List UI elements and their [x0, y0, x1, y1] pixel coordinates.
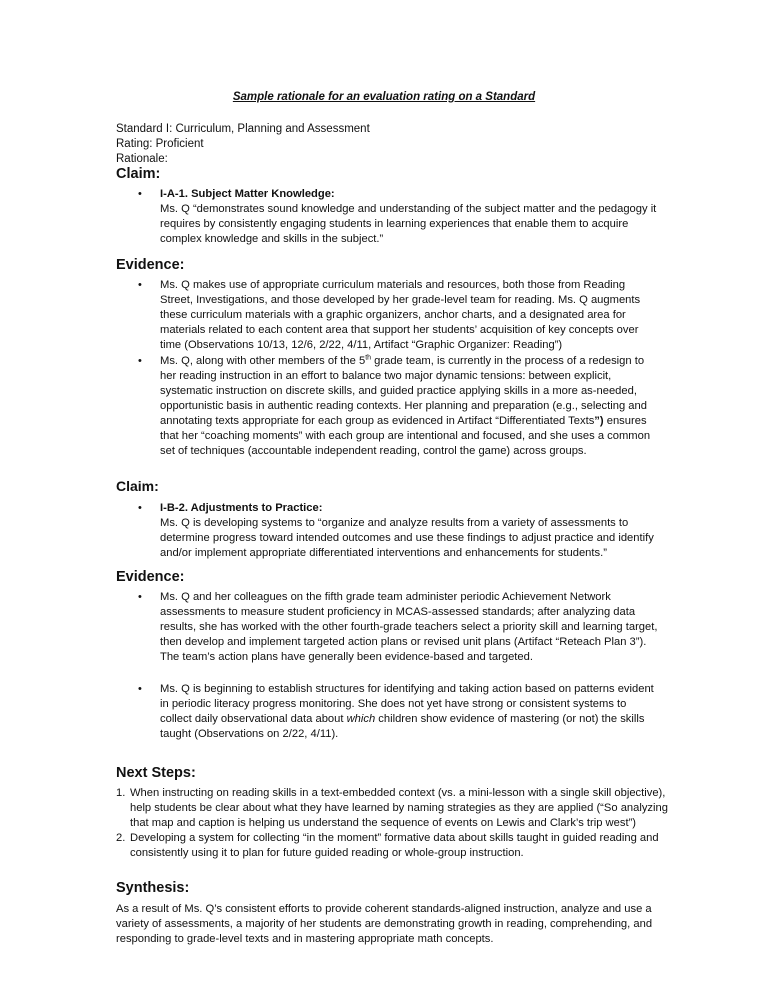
document-title: Sample rationale for an evaluation rating on a Standard: [232, 91, 536, 103]
claim-item-1: [138, 187, 660, 247]
rationale-line: Rationale:: [116, 153, 168, 165]
bullet-icon: •: [138, 591, 142, 603]
evidence-heading-2: Evidence:: [116, 569, 185, 585]
standard-line: Standard I: Curriculum, Planning and Assessment: [116, 123, 370, 135]
next-step-text-1: When instructing on reading skills in a text-embedded context (vs. a mini-lesson with a single skill objective), help students be clear about what they have learned by naming strategies as they are applied (“So analyzing that map and caption is helping us understand the sequence of events on Lewis and Clark’s trip west”): [130, 787, 668, 829]
synthesis-text: As a result of Ms. Q’s consistent efforts to provide coherent standards-aligned instruction, analyze and use a variety of assessments, a majority of her students are demonstrating growth in reading, comprehending, and responding to grade-level texts and in mastering appropriate math concepts.: [116, 903, 653, 945]
rating-meta: [116, 122, 370, 167]
ordinal-suffix: th: [365, 354, 372, 362]
bullet-icon: •: [138, 188, 142, 200]
evidence-text-2-2b: children show evidence of mastering (or not) the skills taught (Observations on 2/22, 4/11).: [160, 713, 645, 740]
bullet-icon: •: [138, 683, 142, 695]
evidence-text-1-2c: ensures that her “coaching moments” with each group are intentional and focused, and she uses a common set of techniques (accountable independent reading, control the game) across groups.: [160, 415, 651, 457]
claim-heading-1: Claim:: [116, 166, 161, 182]
bullet-icon: •: [138, 355, 142, 367]
bullet-icon: •: [138, 279, 142, 291]
rating-line: Rating: Proficient: [116, 138, 204, 150]
claim-text-2: Ms. Q is developing systems to “organize and analyze results from a variety of assessments to determine progress toward intended outcomes and use these findings to adjust practice and identify and/or implement appropriate differentiated interventions and enhancements for students.”: [160, 517, 654, 559]
evidence-item-1-2: [138, 354, 660, 459]
evidence-item-2-1: [138, 590, 660, 665]
next-step-text-2: Developing a system for collecting “in the moment” formative data about skills taught in guided reading and consistently using it to plan for future guided reading or whole-group instruction.: [130, 832, 659, 859]
claim-item-2: [138, 501, 660, 561]
claim-label-1: I-A-1. Subject Matter Knowledge:: [160, 188, 335, 200]
evidence-text-2-1: Ms. Q and her colleagues on the fifth grade team administer periodic Achievement Network assessments to measure student proficiency in MCAS-assessed standards; after analyzing data results, she has worked with the other fourth-grade teachers select a priority skill and learning target, then develop and implement targeted action plans or revised unit plans (Artifact “Reteach Plan 3”). The team’s action plans have generally been evidence-based and targeted.: [160, 591, 658, 663]
next-step-number-2: 2.: [116, 832, 126, 844]
evidence-quote-close: ”): [594, 415, 604, 427]
synthesis-heading: Synthesis:: [116, 880, 190, 896]
bullet-icon: •: [138, 502, 142, 514]
evidence-item-1-1: [138, 278, 660, 353]
emphasis-which: which: [346, 713, 376, 725]
evidence-item-2-2: [138, 682, 660, 742]
claim-label-2: I-B-2. Adjustments to Practice:: [160, 502, 323, 514]
evidence-text-1-1: Ms. Q makes use of appropriate curriculum materials and resources, both those from Reading Street, Investigations, and those developed by her grade-level team for reading. Ms. Q augments these curriculum materials with a graphic organizers, anchor charts, and a designated area for materials related to each content area that support her students’ acquisition of key concepts over time (Observations 10/13, 12/6, 2/22, 4/11, Artifact “Graphic Organizer: Reading”): [160, 279, 641, 351]
evidence-text-1-2a: Ms. Q, along with other members of the 5: [160, 355, 366, 367]
next-steps-heading: Next Steps:: [116, 765, 196, 781]
evidence-heading-1: Evidence:: [116, 257, 185, 273]
claim-text-1: Ms. Q “demonstrates sound knowledge and understanding of the subject matter and the pedagogy it requires by consistently engaging students in learning experiences that enable them to acquire complex knowledge and skills in the subject.”: [160, 203, 657, 245]
next-step-number-1: 1.: [116, 787, 126, 799]
evidence-text-2-2a: Ms. Q is beginning to establish structures for identifying and taking action based on patterns evident in periodic literacy progress monitoring. She does not yet have strong or consistent systems to collect daily observational data about: [160, 683, 654, 725]
evidence-text-1-2b: grade team, is currently in the process of a redesign to her reading instruction in an effort to balance two major dynamic tensions: between explicit, systematic instruction on discrete skills, and guided practice applying skills in a more as-needed, opportunistic basis in authentic reading contexts. Her planning and preparation (e.g., selecting and annotating texts appropriate for each group as evidenced in Artifact “Differentiated Texts: [160, 355, 647, 427]
claim-heading-2: Claim:: [116, 478, 159, 494]
